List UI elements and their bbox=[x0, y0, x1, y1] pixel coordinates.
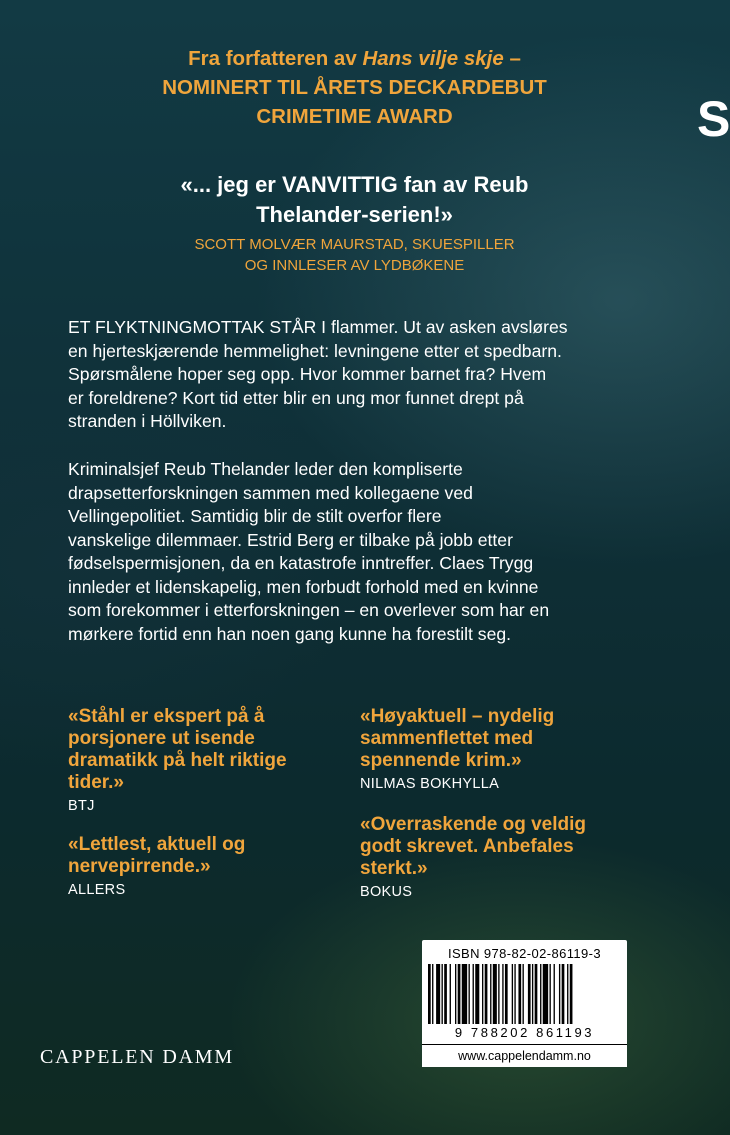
review-quote-line: sammenflettet med bbox=[360, 728, 534, 749]
review-allers bbox=[68, 834, 328, 900]
review-source: ALLERS bbox=[68, 882, 126, 898]
blurb-paragraph-1 bbox=[68, 316, 648, 434]
review-quote-line: sterkt.» bbox=[360, 858, 428, 879]
review-source: BOKUS bbox=[360, 884, 413, 900]
isbn-text: ISBN 978-82-02-86119-3 bbox=[447, 946, 602, 961]
review-quote-line: nervepirrende.» bbox=[68, 856, 211, 877]
barcode-digits: 9 788202 861193 bbox=[454, 1025, 595, 1040]
blurb-line: mørkere fortid enn han noen gang kunne ha forestilt seg. bbox=[68, 623, 512, 644]
blurb-line: stranden i Höllviken. bbox=[68, 411, 227, 431]
blurb-line: Vellingepolitiet. Samtidig blir de stilt overfor flere bbox=[68, 506, 442, 526]
review-bokus bbox=[360, 814, 620, 902]
book-title: Hans vilje skje bbox=[362, 47, 504, 70]
award-heading bbox=[0, 44, 709, 131]
review-quote-line: «Ståhl er ekspert på å bbox=[68, 706, 265, 727]
review-btj bbox=[68, 706, 328, 816]
blurb-paragraph-2 bbox=[68, 458, 648, 646]
blurb-line: er foreldrene? Kort tid etter blir en ung mor funnet drept på bbox=[68, 387, 524, 408]
blurb-line: Kriminalsjef Reub Thelander leder den kompliserte bbox=[68, 459, 463, 479]
publisher-logo: CAPPELEN DAMM bbox=[40, 1046, 234, 1068]
blurb-line: fødselspermisjonen, da en katastrofe inntreffer. Claes Trygg bbox=[68, 553, 534, 573]
pull-quote-line-1: «... jeg er VANVITTIG fan av Reub bbox=[180, 172, 529, 197]
review-nilmas-bokhylla bbox=[360, 706, 620, 794]
review-quote-line: dramatikk på helt riktige bbox=[68, 750, 287, 771]
blurb-line: innleder et lidenskapelig, men forbudt forhold med en kvinne bbox=[68, 576, 539, 597]
barcode-icon bbox=[428, 964, 621, 1024]
pull-quote-source-2: OG INNLESER AV LYDBØKENE bbox=[244, 257, 465, 274]
review-quote-line: «Lettlest, aktuell og bbox=[68, 834, 246, 855]
blurb-line: en hjerteskjærende hemmelighet: levningene etter et spedbarn. bbox=[68, 340, 562, 361]
publisher-url: www.cappelendamm.no bbox=[422, 1044, 627, 1067]
award-line-1: Fra forfatteren av Hans vilje skje – bbox=[188, 47, 521, 70]
blurb-line: ET FLYKTNINGMOTTAK STÅR I flammer. Ut av asken avsløres bbox=[68, 317, 568, 337]
review-quote-line: «Overraskende og veldig bbox=[360, 814, 586, 835]
pull-quote-source-1: SCOTT MOLVÆR MAURSTAD, SKUESPILLER bbox=[194, 236, 515, 253]
review-source: NILMAS BOKHYLLA bbox=[360, 776, 500, 792]
review-quote-line: godt skrevet. Anbefales bbox=[360, 836, 574, 857]
review-source: BTJ bbox=[68, 798, 95, 814]
pull-quote bbox=[0, 170, 709, 276]
spine-letter: S bbox=[697, 91, 730, 147]
review-quote-line: «Høyaktuell – nydelig bbox=[360, 706, 555, 727]
blurb-line: vanskelige dilemmaer. Estrid Berg er tilbake på jobb etter bbox=[68, 529, 513, 550]
award-line-3: CRIMETIME AWARD bbox=[256, 105, 453, 128]
blurb-line: drapsetterforskningen sammen med kollegaene ved bbox=[68, 482, 473, 503]
award-line-2: NOMINERT TIL ÅRETS DECKARDEBUT bbox=[162, 76, 547, 99]
blurb-line: som forekommer i etterforskningen – en overlever som har en bbox=[68, 600, 550, 620]
review-quote-line: tider.» bbox=[68, 772, 124, 793]
review-quote-line: porsjonere ut isende bbox=[68, 728, 255, 749]
blurb-line: Spørsmålene hoper seg opp. Hvor kommer barnet fra? Hvem bbox=[68, 364, 547, 384]
review-quote-line: spennende krim.» bbox=[360, 750, 522, 771]
barcode-label bbox=[422, 940, 627, 1066]
pull-quote-line-2: Thelander-serien!» bbox=[256, 202, 453, 227]
